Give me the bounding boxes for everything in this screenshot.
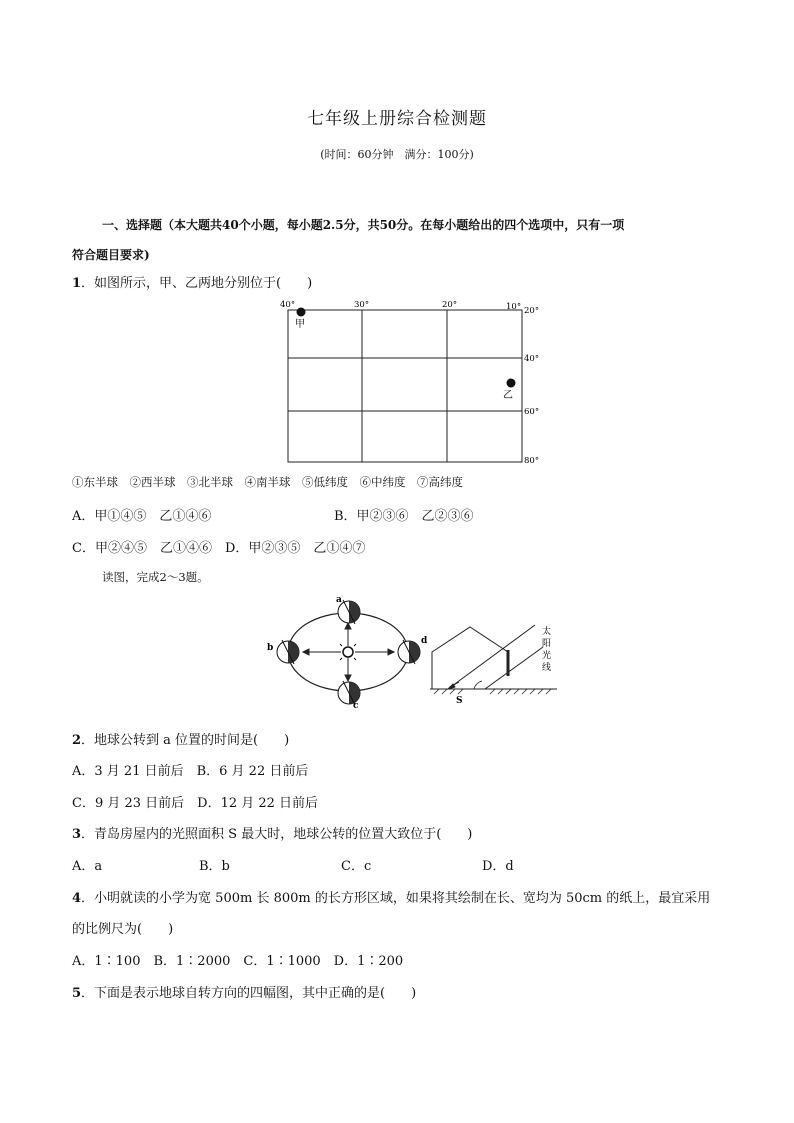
- earth-globe-d: [398, 640, 420, 664]
- lat-lon-grid-figure: [270, 296, 560, 468]
- reading-prompt: 读图，完成2～3题。: [102, 570, 209, 584]
- position-b-label: b: [267, 643, 274, 653]
- area-s-label: S: [456, 696, 463, 706]
- lon-label-10: 10°: [506, 302, 522, 312]
- question-2-number: 2: [72, 733, 82, 748]
- question-3-text: ．青岛房屋内的光照面积 S 最大时，地球公转的位置大致位于( ): [81, 827, 473, 842]
- question-1-option-a: A．甲①④⑤ 乙①④⑥: [72, 509, 212, 524]
- point-yi-marker: [507, 379, 516, 388]
- lat-label-60: 60°: [524, 407, 540, 417]
- question-3-number: 3: [72, 827, 82, 842]
- question-1-number: 1: [72, 276, 82, 291]
- sunlight-label: [542, 625, 551, 673]
- question-2: [72, 729, 289, 748]
- question-2-options-cd: C．9 月 23 日前后 D．12 月 22 日前后: [72, 796, 319, 811]
- point-yi-label: 乙: [503, 390, 513, 401]
- svg-text:线: 线: [542, 663, 552, 673]
- svg-text:阳: 阳: [542, 639, 552, 649]
- lon-label-20: 20°: [442, 300, 458, 310]
- section-heading-line1: 一、选择题（本大题共40个小题，每小题2.5分，共50分。在每小题给出的四个选项中，只有一项: [102, 218, 625, 232]
- svg-text:光: 光: [542, 651, 552, 661]
- lon-label-30: 30°: [354, 300, 370, 310]
- question-2-text: ．地球公转到 a 位置的时间是( ): [81, 733, 290, 748]
- question-1-text: ．如图所示，甲、乙两地分别位于( ): [81, 276, 313, 291]
- earth-globe-b: [277, 640, 299, 664]
- question-3-option-a: A．a: [72, 859, 103, 874]
- point-jia-label: 甲: [295, 319, 305, 330]
- house-diagram: [430, 625, 557, 694]
- exam-info: (时间：60分钟 满分：100分): [320, 148, 474, 161]
- question-2-options-ab: A．3 月 21 日前后 B．6 月 22 日前后: [72, 764, 309, 779]
- page-title: 七年级上册综合检测题: [307, 109, 487, 129]
- question-3-option-b: B．b: [199, 859, 230, 874]
- question-1-options-cd: C．甲②④⑤ 乙①④⑥ D．甲②③⑤ 乙①④⑦: [72, 541, 366, 556]
- lat-label-20: 20°: [524, 306, 540, 316]
- question-5-number: 5: [72, 986, 82, 1001]
- question-1: [72, 272, 312, 291]
- question-5-text: ．下面是表示地球自转方向的四幅图，其中正确的是( ): [81, 986, 417, 1001]
- question-4-options: A．1∶100 B．1∶2000 C．1∶1000 D．1∶200: [72, 954, 404, 969]
- question-4-number: 4: [72, 891, 82, 906]
- point-jia-marker: [297, 308, 306, 317]
- question-1-legend: ①东半球 ②西半球 ③北半球 ④南半球 ⑤低纬度 ⑥中纬度 ⑦高纬度: [72, 475, 463, 489]
- lat-label-80: 80°: [524, 456, 540, 466]
- svg-text:太: 太: [542, 627, 552, 637]
- position-d-label: d: [421, 636, 428, 646]
- question-4-text-line1: ．小明就读的小学为宽 500m 长 800m 的长方形区域，如果将其绘制在长、宽均为 50cm 的纸上，最宜采用: [81, 891, 711, 906]
- question-4-text-line2: 的比例尺为( ): [72, 922, 174, 937]
- question-3-option-d: D．d: [482, 859, 514, 874]
- section-heading: [72, 210, 722, 270]
- orbit-house-figure: [260, 590, 570, 712]
- position-a-label: a: [336, 595, 342, 605]
- question-4: [72, 887, 710, 906]
- question-5: [72, 982, 416, 1001]
- question-1-option-b: B．甲②③⑥ 乙②③⑥: [334, 509, 474, 524]
- question-3-option-c: C．c: [341, 859, 372, 874]
- position-c-label: c: [353, 701, 359, 711]
- lon-label-40: 40°: [280, 300, 296, 310]
- lat-label-40: 40°: [524, 354, 540, 364]
- section-heading-line2: 符合题目要求): [72, 248, 150, 262]
- question-3: [72, 823, 472, 842]
